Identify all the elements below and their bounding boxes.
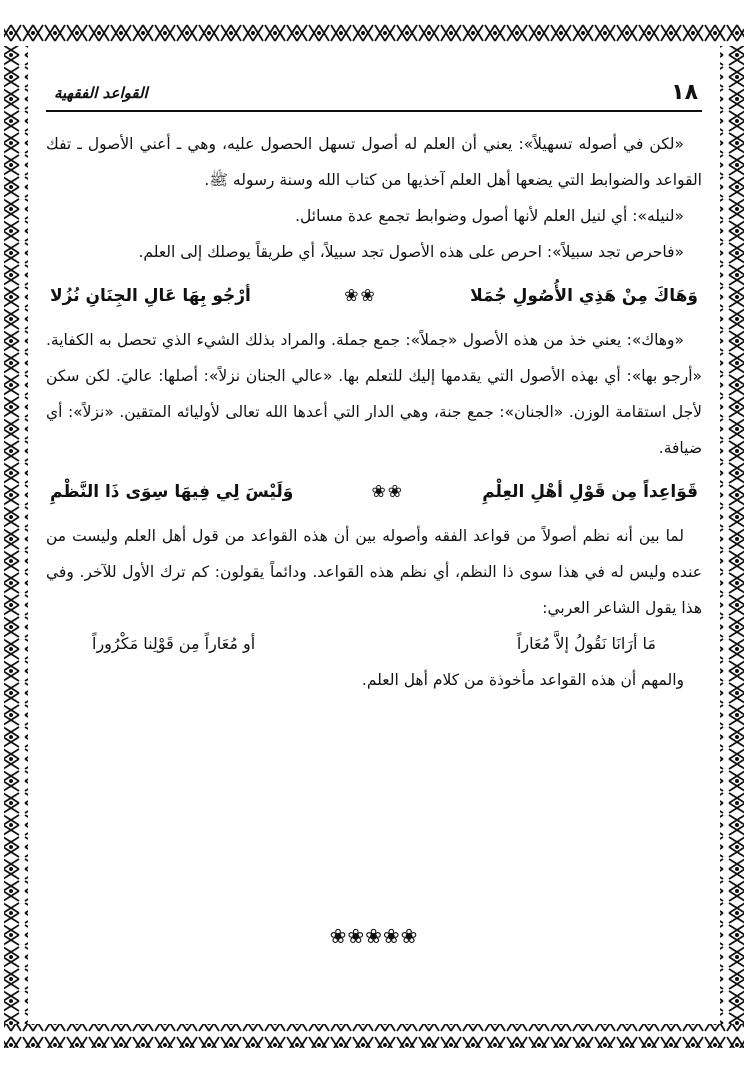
paragraph: «وهاك»: يعني خذ من هذه الأصول «جملاً»: جمع جملة. والمراد بذلك الشيء الذي تحصل به الكفاية. «أرجو بها»: أي بهذه الأصول التي يقدمها إليك للتعلم بها. «عالي الجنان نزلاً»: أصلها: عاليَ. لكن سكن لأجل استقامة الوزن. «الجنان»: جمع جنة، وهي الدار التي أعدها الله تعالى لأوليائه المتقين. «نزلاً»: أي ضيافة. [46, 331, 702, 457]
verse-hemistich-second: أرْجُو بِهَا عَالِ الجِنَانِ نُزُلا [50, 286, 251, 306]
verse-hemistich-first: قَوَاعِداً مِن قَوْلِ أهْلِ العِلْمِ [482, 482, 698, 502]
page-number: ١٨ [671, 80, 698, 105]
verse-hemistich-second: وَلَيْسَ لِي فِيهَا سِوَى ذَا النَّظْمِ [50, 482, 294, 502]
flower-separator-icon: ❀❀ [371, 482, 405, 502]
paragraph: والمهم أن هذه القواعد مأخوذة من كلام أهل العلم. [361, 671, 684, 689]
paragraph: «لكن في أصوله تسهيلاً»: يعني أن العلم له أصول تسهل الحصول عليه، وهي ـ أعني الأصول ـ تفك القواعد والضوابط التي يضعها أهل العلم آخذيها من كتاب الله وسنة رسوله ﷺ. [46, 135, 702, 189]
main-text [46, 126, 702, 698]
paragraph: لما بين أنه نظم أصولاً من قواعد الفقه وأصوله بين أن هذه القواعد من قول أهل العلم وليست من عنده وليس له في هذا سوى ذا النظم، أي نظم هذه القواعد. ودائماً يقولون: كم ترك الأول للآخر. وفي هذا يقول الشاعر العربي: [46, 527, 702, 617]
page-header [46, 78, 702, 112]
end-ornament-icon: ❀❀❀❀❀ [329, 924, 419, 948]
poem-hemistich-first: مَا أرَانَا نَقُولُ إلاَّ مُعَاراً [516, 634, 656, 653]
poem-line [46, 626, 702, 662]
flower-separator-icon: ❀❀ [344, 286, 377, 306]
page [46, 78, 702, 978]
poem-hemistich-second: أو مُعَاراً مِن قَوْلِنا مَكْرُوراً [92, 634, 256, 653]
verse-line [46, 276, 702, 316]
paragraph: «فاحرص تجد سبيلاً»: احرص على هذه الأصول تجد سبيلاً، أي طريقاً يوصلك إلى العلم. [138, 243, 684, 261]
verse-line [46, 472, 702, 512]
paragraph: «لنيله»: أي لنيل العلم لأنها أصول وضوابط تجمع عدة مسائل. [295, 207, 684, 225]
running-title: القواعد الفقهية [54, 84, 148, 102]
verse-hemistich-first: وَهَاكَ مِنْ هَذِي الأُصُولِ جُمَلا [470, 286, 698, 306]
